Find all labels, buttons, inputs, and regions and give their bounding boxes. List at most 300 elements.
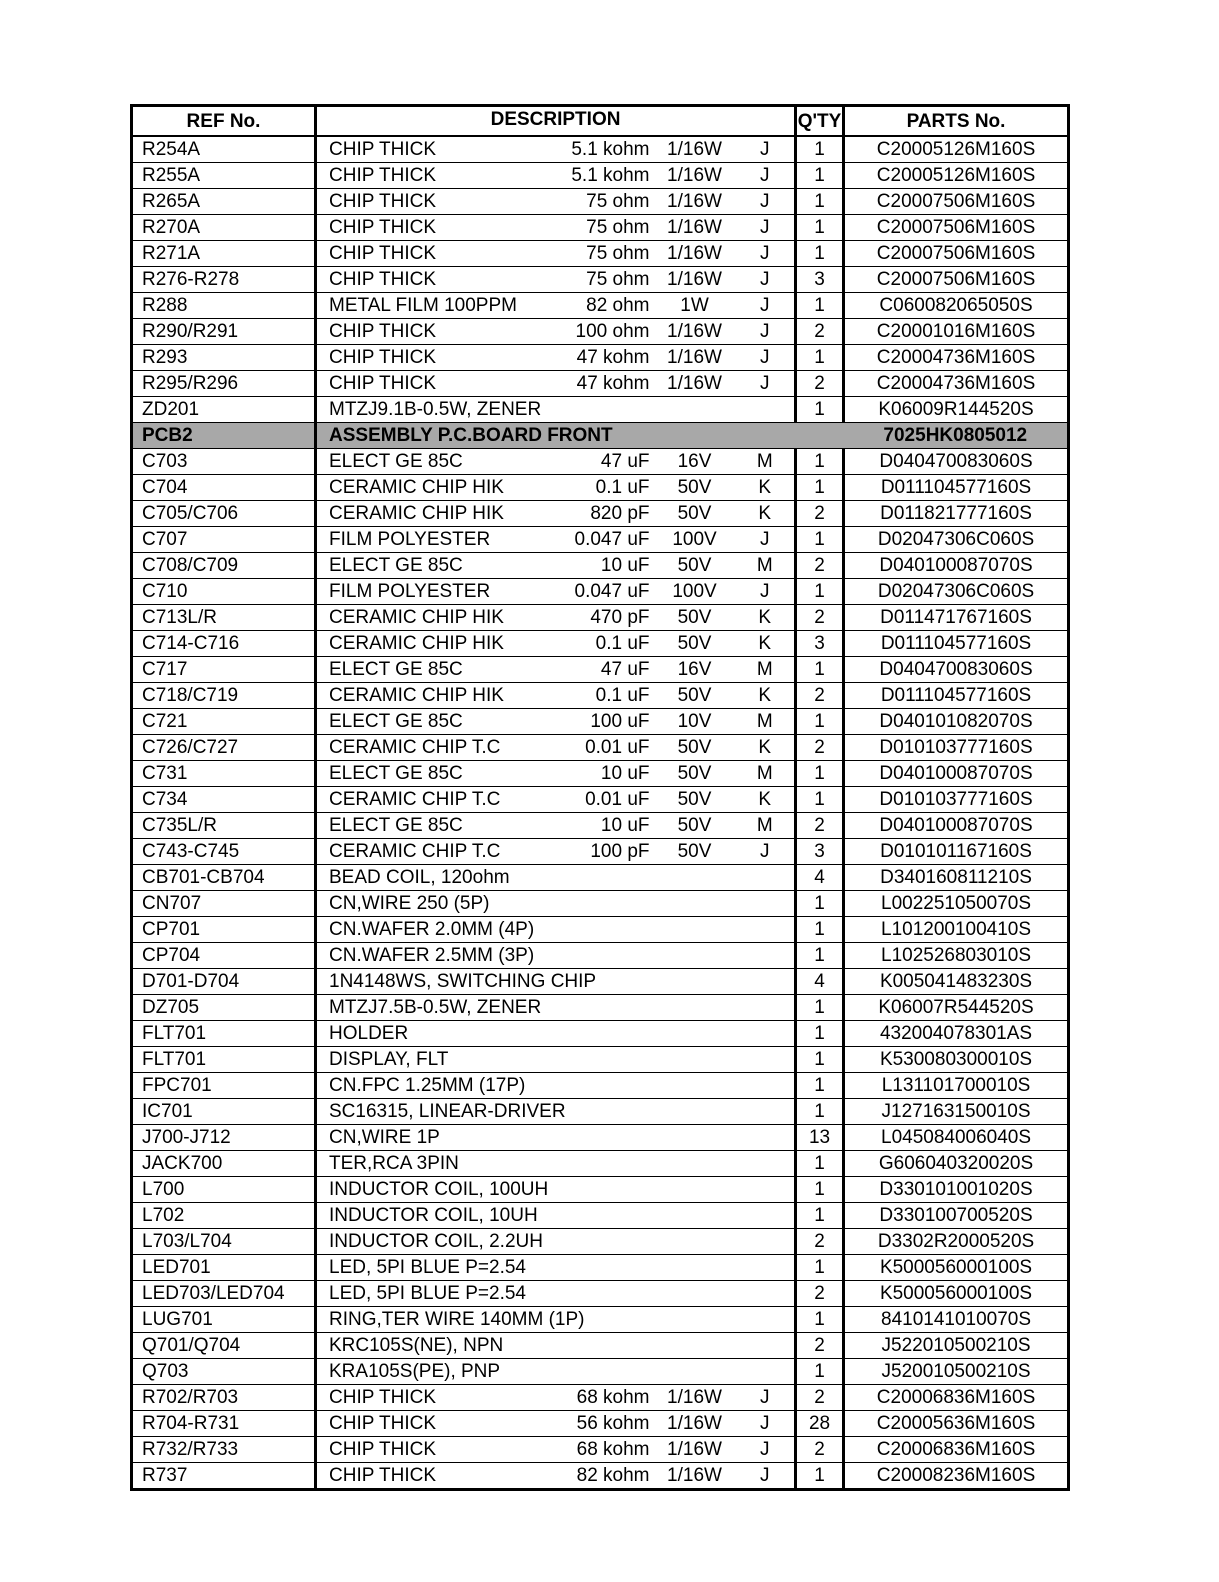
qty-cell: 1 (796, 657, 844, 683)
value-cell: 82 kohm (506, 1463, 654, 1490)
value-cell: 75 ohm (506, 189, 654, 215)
rating-cell: 1/16W (654, 1463, 736, 1490)
table-row (132, 1281, 1069, 1307)
ref-no-cell: C714-C716 (132, 631, 316, 657)
parts-no-cell: C20001016M160S (844, 319, 1069, 345)
tolerance-cell: J (736, 527, 796, 553)
ref-no-cell: C734 (132, 787, 316, 813)
parts-no-cell: C20006836M160S (844, 1385, 1069, 1411)
value-cell (506, 1255, 654, 1281)
table-row (132, 787, 1069, 813)
qty-cell: 1 (796, 136, 844, 163)
rating-cell (654, 1073, 736, 1099)
rating-cell (654, 1125, 736, 1151)
tolerance-cell: J (736, 579, 796, 605)
qty-cell: 28 (796, 1411, 844, 1437)
description-cell: CHIP THICK (316, 267, 506, 293)
ref-no-cell: Q701/Q704 (132, 1333, 316, 1359)
ref-no-cell: R290/R291 (132, 319, 316, 345)
description-cell: MTZJ9.1B-0.5W, ZENER (316, 397, 506, 423)
ref-no-cell: C717 (132, 657, 316, 683)
tolerance-cell (736, 943, 796, 969)
header-qty: Q'TY (796, 106, 844, 137)
table-row (132, 241, 1069, 267)
qty-cell: 1 (796, 475, 844, 501)
value-cell (506, 1021, 654, 1047)
tolerance-cell: M (736, 813, 796, 839)
ref-no-cell: C735L/R (132, 813, 316, 839)
ref-no-cell: R265A (132, 189, 316, 215)
rating-cell: 50V (654, 761, 736, 787)
section-row (132, 423, 1069, 449)
value-cell: 10 uF (506, 813, 654, 839)
description-cell: ELECT GE 85C (316, 709, 506, 735)
parts-no-cell: D02047306C060S (844, 527, 1069, 553)
table-row (132, 1333, 1069, 1359)
tolerance-cell (736, 1359, 796, 1385)
tolerance-cell: J (736, 1411, 796, 1437)
rating-cell: 1/16W (654, 163, 736, 189)
qty-cell: 1 (796, 943, 844, 969)
description-cell: CERAMIC CHIP HIK (316, 501, 506, 527)
ref-no-cell: D701-D704 (132, 969, 316, 995)
table-row (132, 865, 1069, 891)
ref-no-cell: DZ705 (132, 995, 316, 1021)
description-cell: RING,TER WIRE 140MM (1P) (316, 1307, 506, 1333)
ref-no-cell: CB701-CB704 (132, 865, 316, 891)
tolerance-cell: J (736, 319, 796, 345)
value-cell (506, 1073, 654, 1099)
rating-cell: 10V (654, 709, 736, 735)
description-cell: BEAD COIL, 120ohm (316, 865, 506, 891)
qty-cell: 2 (796, 1281, 844, 1307)
tolerance-cell (736, 1177, 796, 1203)
table-row (132, 397, 1069, 423)
tolerance-cell (736, 891, 796, 917)
rating-cell (654, 1255, 736, 1281)
parts-no-cell: 432004078301AS (844, 1021, 1069, 1047)
table-row (132, 657, 1069, 683)
value-cell: 75 ohm (506, 241, 654, 267)
description-cell: CHIP THICK (316, 163, 506, 189)
ref-no-cell: FLT701 (132, 1047, 316, 1073)
ref-no-cell: CP704 (132, 943, 316, 969)
parts-no-cell: D010103777160S (844, 787, 1069, 813)
tolerance-cell (736, 1021, 796, 1047)
ref-no-cell: Q703 (132, 1359, 316, 1385)
parts-no-cell: C20005126M160S (844, 163, 1069, 189)
rating-cell: 1/16W (654, 345, 736, 371)
tolerance-cell: K (736, 501, 796, 527)
qty-cell: 2 (796, 1229, 844, 1255)
tolerance-cell (736, 1307, 796, 1333)
value-cell (506, 1281, 654, 1307)
qty-cell: 4 (796, 865, 844, 891)
ref-no-cell: C721 (132, 709, 316, 735)
rating-cell: 16V (654, 449, 736, 475)
parts-no-cell: D040100087070S (844, 761, 1069, 787)
value-cell (506, 1151, 654, 1177)
ref-no-cell: R270A (132, 215, 316, 241)
table-row (132, 943, 1069, 969)
qty-cell: 1 (796, 709, 844, 735)
qty-cell: 2 (796, 813, 844, 839)
parts-no-cell: D011104577160S (844, 683, 1069, 709)
rating-cell: 1/16W (654, 319, 736, 345)
description-cell: CHIP THICK (316, 319, 506, 345)
parts-no-cell: D330101001020S (844, 1177, 1069, 1203)
description-cell: CHIP THICK (316, 1437, 506, 1463)
table-row (132, 1229, 1069, 1255)
value-cell: 470 pF (506, 605, 654, 631)
tolerance-cell: J (736, 136, 796, 163)
table-row (132, 605, 1069, 631)
table-row (132, 969, 1069, 995)
parts-no-cell: D02047306C060S (844, 579, 1069, 605)
rating-cell (654, 943, 736, 969)
table-row (132, 631, 1069, 657)
table-row (132, 683, 1069, 709)
value-cell: 75 ohm (506, 215, 654, 241)
parts-no-cell: D3302R2000520S (844, 1229, 1069, 1255)
tolerance-cell: K (736, 475, 796, 501)
parts-no-cell: J127163150010S (844, 1099, 1069, 1125)
tolerance-cell (736, 1047, 796, 1073)
rating-cell: 50V (654, 631, 736, 657)
ref-no-cell: C703 (132, 449, 316, 475)
qty-cell: 1 (796, 1463, 844, 1490)
table-row (132, 1255, 1069, 1281)
description-cell: INDUCTOR COIL, 10UH (316, 1203, 506, 1229)
table-row (132, 371, 1069, 397)
parts-no-cell: D330100700520S (844, 1203, 1069, 1229)
tolerance-cell (736, 1125, 796, 1151)
table-row (132, 319, 1069, 345)
description-cell: ELECT GE 85C (316, 813, 506, 839)
ref-no-cell: R704-R731 (132, 1411, 316, 1437)
description-cell: CHIP THICK (316, 136, 506, 163)
table-row (132, 995, 1069, 1021)
parts-no-cell: L002251050070S (844, 891, 1069, 917)
qty-cell: 1 (796, 241, 844, 267)
description-cell: CN,WIRE 250 (5P) (316, 891, 506, 917)
qty-cell: 1 (796, 1021, 844, 1047)
table-row (132, 553, 1069, 579)
rating-cell (654, 1047, 736, 1073)
ref-no-cell: IC701 (132, 1099, 316, 1125)
rating-cell: 50V (654, 475, 736, 501)
description-cell: CERAMIC CHIP T.C (316, 839, 506, 865)
table-row (132, 1411, 1069, 1437)
tolerance-cell: J (736, 1385, 796, 1411)
description-cell: CHIP THICK (316, 345, 506, 371)
ref-no-cell: CP701 (132, 917, 316, 943)
qty-cell: 1 (796, 787, 844, 813)
parts-no-cell: D011821777160S (844, 501, 1069, 527)
ref-no-cell: R271A (132, 241, 316, 267)
tolerance-cell (736, 1073, 796, 1099)
ref-no-cell: C707 (132, 527, 316, 553)
rating-cell (654, 1333, 736, 1359)
rating-cell: 50V (654, 735, 736, 761)
rating-cell: 100V (654, 579, 736, 605)
tolerance-cell (736, 865, 796, 891)
value-cell: 0.1 uF (506, 475, 654, 501)
table-row (132, 1463, 1069, 1490)
value-cell: 82 ohm (506, 293, 654, 319)
description-cell: CERAMIC CHIP HIK (316, 683, 506, 709)
rating-cell: 1/16W (654, 241, 736, 267)
tolerance-cell (736, 1229, 796, 1255)
qty-cell: 1 (796, 189, 844, 215)
tolerance-cell (736, 1099, 796, 1125)
ref-no-cell: R288 (132, 293, 316, 319)
ref-no-cell: R702/R703 (132, 1385, 316, 1411)
table-row (132, 891, 1069, 917)
table-row (132, 267, 1069, 293)
qty-cell: 1 (796, 1203, 844, 1229)
description-cell: DISPLAY, FLT (316, 1047, 506, 1073)
rating-cell (654, 1099, 736, 1125)
ref-no-cell: FLT701 (132, 1021, 316, 1047)
table-row (132, 1359, 1069, 1385)
qty-cell: 13 (796, 1125, 844, 1151)
parts-no-cell: K06007R544520S (844, 995, 1069, 1021)
qty-cell: 2 (796, 553, 844, 579)
section-ref: PCB2 (132, 423, 316, 449)
rating-cell (654, 1307, 736, 1333)
qty-cell: 4 (796, 969, 844, 995)
value-cell (506, 891, 654, 917)
ref-no-cell: FPC701 (132, 1073, 316, 1099)
tolerance-cell: J (736, 215, 796, 241)
value-cell (506, 1125, 654, 1151)
qty-cell: 2 (796, 501, 844, 527)
qty-cell: 1 (796, 293, 844, 319)
tolerance-cell: J (736, 1437, 796, 1463)
qty-cell: 1 (796, 1177, 844, 1203)
tolerance-cell (736, 1203, 796, 1229)
value-cell: 47 kohm (506, 371, 654, 397)
description-cell: LED, 5PI BLUE P=2.54 (316, 1255, 506, 1281)
parts-no-cell: L102526803010S (844, 943, 1069, 969)
rating-cell: 1/16W (654, 189, 736, 215)
description-cell: FILM POLYESTER (316, 527, 506, 553)
table-row (132, 579, 1069, 605)
tolerance-cell: J (736, 371, 796, 397)
table-row (132, 917, 1069, 943)
parts-no-cell: D011471767160S (844, 605, 1069, 631)
value-cell: 10 uF (506, 553, 654, 579)
description-cell: 1N4148WS, SWITCHING CHIP (316, 969, 506, 995)
value-cell: 0.01 uF (506, 787, 654, 813)
tolerance-cell (736, 397, 796, 423)
rating-cell (654, 969, 736, 995)
parts-no-cell: D010101167160S (844, 839, 1069, 865)
description-cell: ELECT GE 85C (316, 449, 506, 475)
rating-cell: 16V (654, 657, 736, 683)
rating-cell: 50V (654, 553, 736, 579)
parts-no-cell: K500056000100S (844, 1281, 1069, 1307)
table-row (132, 839, 1069, 865)
rating-cell (654, 1177, 736, 1203)
parts-no-cell: D040100087070S (844, 813, 1069, 839)
value-cell: 820 pF (506, 501, 654, 527)
tolerance-cell: K (736, 683, 796, 709)
qty-cell: 2 (796, 605, 844, 631)
qty-cell: 1 (796, 397, 844, 423)
tolerance-cell: K (736, 787, 796, 813)
parts-no-cell: C20007506M160S (844, 189, 1069, 215)
rating-cell (654, 1021, 736, 1047)
parts-no-cell: D010103777160S (844, 735, 1069, 761)
header-parts-no: PARTS No. (844, 106, 1069, 137)
description-cell: CN.FPC 1.25MM (17P) (316, 1073, 506, 1099)
ref-no-cell: C708/C709 (132, 553, 316, 579)
table-header-row (132, 106, 1069, 137)
tolerance-cell: J (736, 189, 796, 215)
value-cell: 47 uF (506, 449, 654, 475)
description-cell: CERAMIC CHIP HIK (316, 605, 506, 631)
rating-cell (654, 891, 736, 917)
description-cell: SC16315, LINEAR-DRIVER (316, 1099, 506, 1125)
description-cell: CERAMIC CHIP HIK (316, 475, 506, 501)
description-cell: INDUCTOR COIL, 2.2UH (316, 1229, 506, 1255)
qty-cell: 1 (796, 891, 844, 917)
description-cell: ELECT GE 85C (316, 553, 506, 579)
parts-no-cell: C060082065050S (844, 293, 1069, 319)
parts-no-cell: D011104577160S (844, 475, 1069, 501)
rating-cell (654, 917, 736, 943)
table-row (132, 709, 1069, 735)
rating-cell (654, 1229, 736, 1255)
qty-cell: 1 (796, 449, 844, 475)
parts-no-cell: K005041483230S (844, 969, 1069, 995)
parts-no-cell: L131101700010S (844, 1073, 1069, 1099)
parts-no-cell: K06009R144520S (844, 397, 1069, 423)
qty-cell: 1 (796, 215, 844, 241)
value-cell: 0.1 uF (506, 683, 654, 709)
rating-cell: 100V (654, 527, 736, 553)
table-row (132, 1385, 1069, 1411)
value-cell: 5.1 kohm (506, 136, 654, 163)
table-row (132, 1125, 1069, 1151)
tolerance-cell: J (736, 163, 796, 189)
rating-cell: 1/16W (654, 1411, 736, 1437)
header-ref-no: REF No. (132, 106, 316, 137)
description-cell: CHIP THICK (316, 241, 506, 267)
parts-no-cell: K530080300010S (844, 1047, 1069, 1073)
description-cell: ELECT GE 85C (316, 657, 506, 683)
qty-cell: 1 (796, 1047, 844, 1073)
tolerance-cell (736, 1333, 796, 1359)
ref-no-cell: C713L/R (132, 605, 316, 631)
qty-cell: 1 (796, 527, 844, 553)
rating-cell: 1/16W (654, 1437, 736, 1463)
ref-no-cell: C704 (132, 475, 316, 501)
tolerance-cell (736, 995, 796, 1021)
parts-no-cell: C20004736M160S (844, 371, 1069, 397)
value-cell: 68 kohm (506, 1437, 654, 1463)
parts-no-cell: C20005126M160S (844, 136, 1069, 163)
ref-no-cell: R737 (132, 1463, 316, 1490)
ref-no-cell: L702 (132, 1203, 316, 1229)
value-cell: 10 uF (506, 761, 654, 787)
qty-cell: 3 (796, 631, 844, 657)
description-cell: CN.WAFER 2.0MM (4P) (316, 917, 506, 943)
table-row (132, 735, 1069, 761)
tolerance-cell (736, 1151, 796, 1177)
ref-no-cell: L700 (132, 1177, 316, 1203)
description-cell: INDUCTOR COIL, 100UH (316, 1177, 506, 1203)
table-row (132, 1021, 1069, 1047)
tolerance-cell: J (736, 839, 796, 865)
ref-no-cell: JACK700 (132, 1151, 316, 1177)
qty-cell: 1 (796, 1151, 844, 1177)
table-row (132, 1307, 1069, 1333)
table-row (132, 293, 1069, 319)
table-row (132, 475, 1069, 501)
rating-cell (654, 1281, 736, 1307)
tolerance-cell (736, 1255, 796, 1281)
parts-no-cell: C20006836M160S (844, 1437, 1069, 1463)
value-cell: 75 ohm (506, 267, 654, 293)
value-cell: 68 kohm (506, 1385, 654, 1411)
rating-cell: 50V (654, 787, 736, 813)
value-cell (506, 1333, 654, 1359)
qty-cell: 2 (796, 371, 844, 397)
value-cell: 47 uF (506, 657, 654, 683)
table-row (132, 1047, 1069, 1073)
description-cell: CHIP THICK (316, 1385, 506, 1411)
qty-cell: 2 (796, 1437, 844, 1463)
section-parts-no: 7025HK0805012 (844, 423, 1069, 449)
header-description: DESCRIPTION (316, 106, 796, 137)
parts-no-cell: D040100087070S (844, 553, 1069, 579)
description-cell: CHIP THICK (316, 189, 506, 215)
description-cell: CERAMIC CHIP T.C (316, 735, 506, 761)
qty-cell: 1 (796, 917, 844, 943)
tolerance-cell: J (736, 241, 796, 267)
ref-no-cell: R254A (132, 136, 316, 163)
tolerance-cell: J (736, 267, 796, 293)
table-row (132, 1151, 1069, 1177)
ref-no-cell: C718/C719 (132, 683, 316, 709)
rating-cell (654, 1151, 736, 1177)
parts-no-cell: J522010500210S (844, 1333, 1069, 1359)
ref-no-cell: R732/R733 (132, 1437, 316, 1463)
table-row (132, 189, 1069, 215)
tolerance-cell: J (736, 293, 796, 319)
value-cell: 0.047 uF (506, 579, 654, 605)
table-row (132, 215, 1069, 241)
parts-no-cell: J520010500210S (844, 1359, 1069, 1385)
description-cell: MTZJ7.5B-0.5W, ZENER (316, 995, 506, 1021)
qty-cell: 2 (796, 735, 844, 761)
tolerance-cell: M (736, 553, 796, 579)
parts-no-cell: D040470083060S (844, 449, 1069, 475)
rating-cell (654, 1359, 736, 1385)
ref-no-cell: C710 (132, 579, 316, 605)
value-cell: 5.1 kohm (506, 163, 654, 189)
description-cell: ELECT GE 85C (316, 761, 506, 787)
qty-cell: 1 (796, 1099, 844, 1125)
description-cell: CN,WIRE 1P (316, 1125, 506, 1151)
parts-no-cell: C20008236M160S (844, 1463, 1069, 1490)
description-cell: HOLDER (316, 1021, 506, 1047)
rating-cell (654, 1203, 736, 1229)
table-row (132, 501, 1069, 527)
